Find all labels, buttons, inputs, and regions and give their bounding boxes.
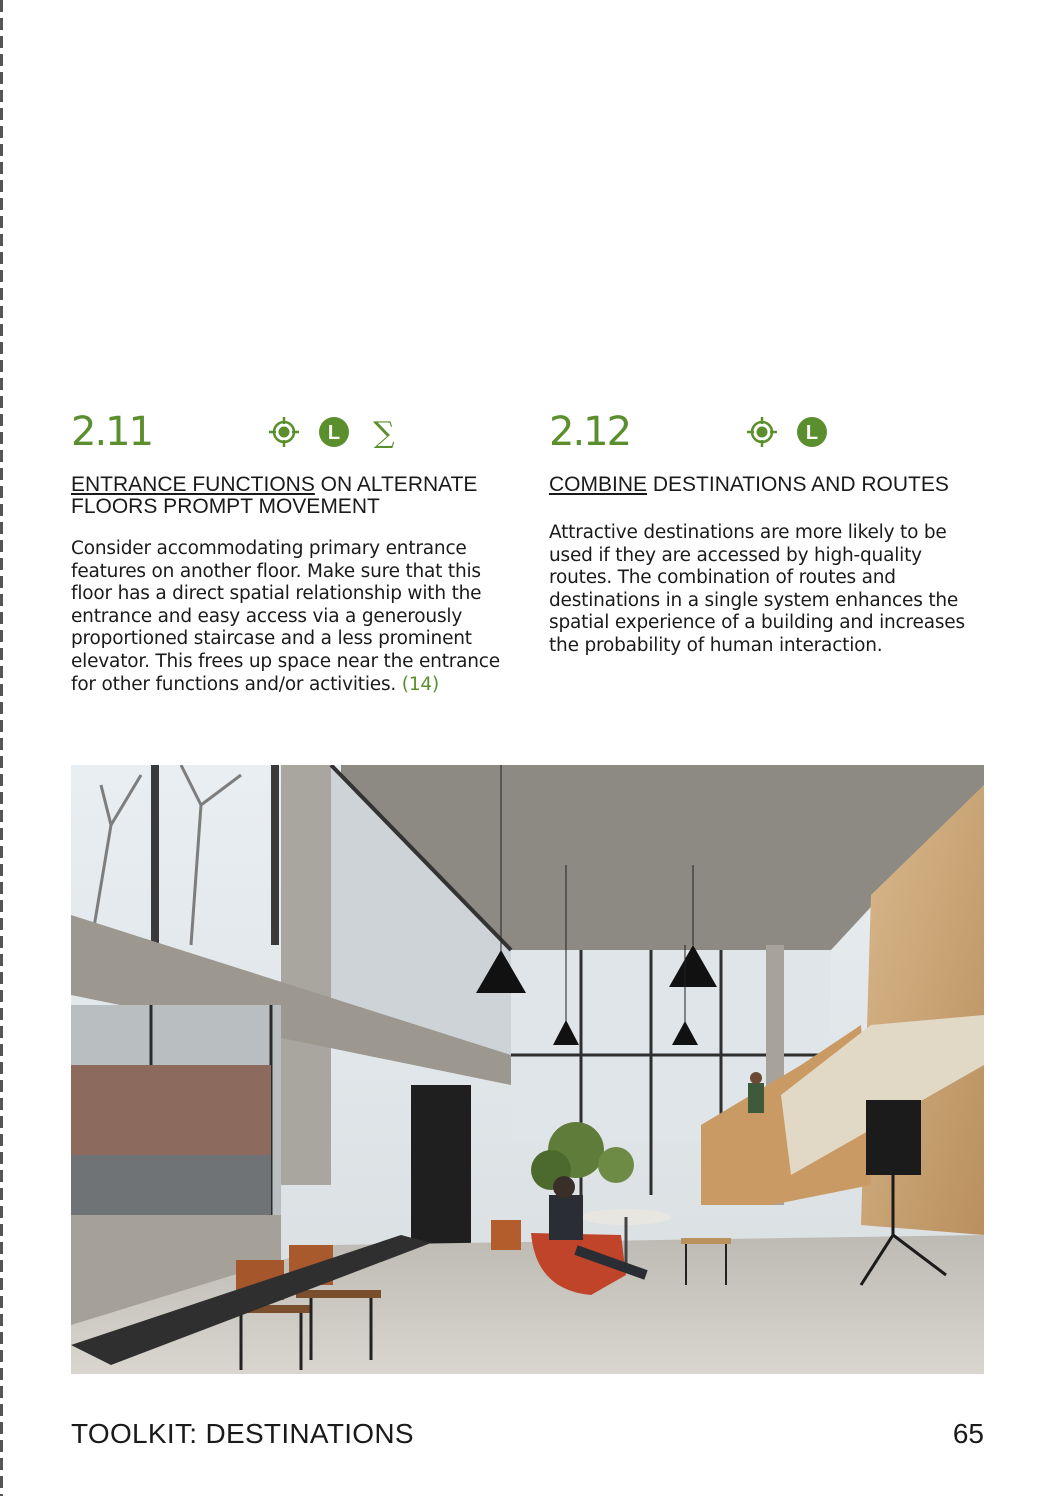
- heading-rest: DESTINATIONS AND ROUTES: [647, 473, 949, 496]
- section-body: [71, 538, 511, 696]
- icon-row: [268, 416, 400, 448]
- spiral-binding: [0, 0, 3, 1496]
- l-circle-icon: [318, 416, 350, 448]
- page-number: 65: [952, 1418, 984, 1449]
- section-body: Attractive destinations are more likely to be used if they are accessed by high-quality routes. The combination of routes and destinations in a single system enhances the spatial experience of a building and increases the probability of human interaction.: [549, 522, 965, 656]
- section-2-12: [549, 408, 989, 658]
- svg-text:∑: ∑: [373, 416, 395, 448]
- heading-underlined: COMBINE: [549, 473, 648, 496]
- section-heading: [549, 474, 989, 496]
- target-icon: [268, 416, 300, 448]
- heading-rest: ON ALTERNATE FLOORS PROMPT MOVEMENT: [71, 473, 478, 518]
- sigma-icon: [368, 416, 400, 448]
- heading-underlined: ENTRANCE FUNCTIONS: [71, 473, 315, 496]
- section-heading: [71, 474, 511, 518]
- section-2-11: [71, 408, 511, 696]
- icon-row: [746, 416, 828, 448]
- interior-photo-illustration: [71, 765, 984, 1374]
- l-circle-icon: [796, 416, 828, 448]
- section-number: 2.11: [71, 409, 153, 455]
- svg-text:L: L: [327, 422, 341, 444]
- interior-photo: [71, 765, 984, 1374]
- body-text: Consider accommodating primary entrance features on another floor. Make sure that this floor has a direct spatial relationship with the entrance and easy access via a generously proportioned staircase and a less prominent elevator. This frees up space near the entrance for other functions and/or activities.: [71, 538, 500, 695]
- section-number: 2.12: [549, 409, 631, 455]
- reference-link[interactable]: (14): [401, 673, 439, 695]
- svg-text:L: L: [805, 422, 819, 444]
- footer-title: TOOLKIT: DESTINATIONS: [71, 1418, 414, 1449]
- target-icon: [746, 416, 778, 448]
